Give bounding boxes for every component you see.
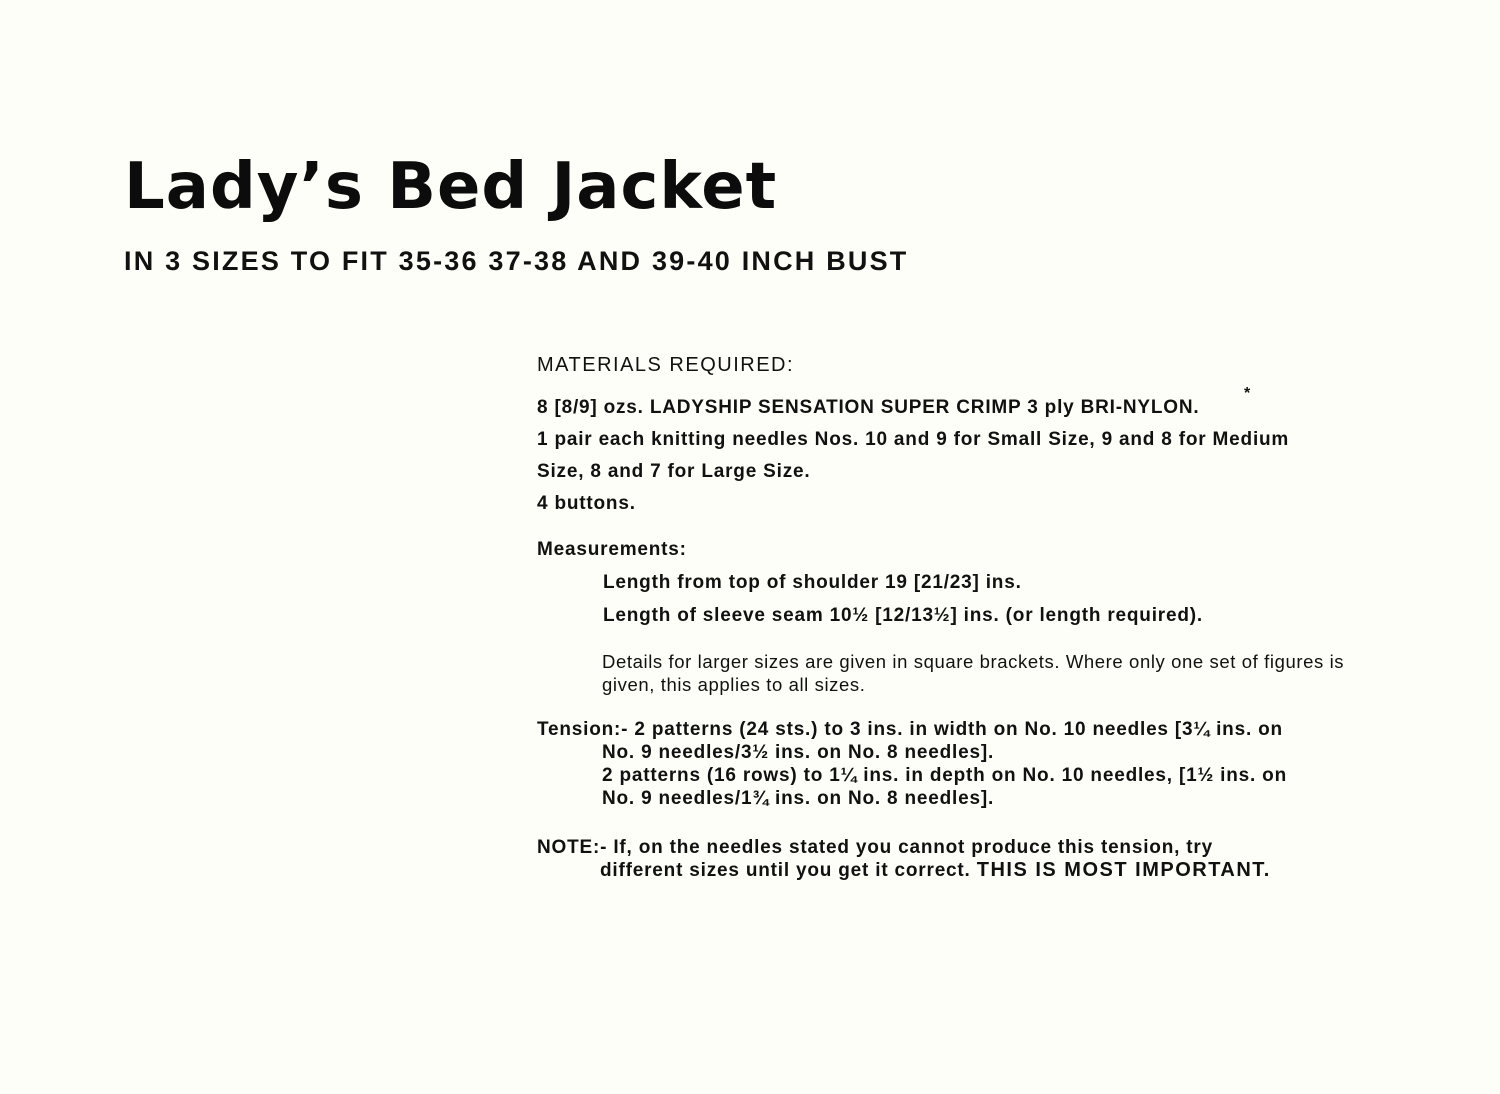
- page-title: Lady’s Bed Jacket: [124, 150, 778, 224]
- measurement-sleeve: Length of sleeve seam 10½ [12/13½] ins. (or length required).: [603, 605, 1203, 626]
- materials-needles-cont: Size, 8 and 7 for Large Size.: [537, 461, 811, 482]
- materials-needles: 1 pair each knitting needles Nos. 10 and 9 for Small Size, 9 and 8 for Medium: [537, 429, 1290, 450]
- trademark-asterisk: *: [1244, 385, 1251, 402]
- tension-line-3: 2 patterns (16 rows) to 1¼ ins. in depth on No. 10 needles, [1½ ins. on: [602, 765, 1287, 786]
- tension-line-1: 2 patterns (24 sts.) to 3 ins. in width on No. 10 needles [3¼ ins. on: [634, 719, 1283, 740]
- note-emphasis: THIS IS MOST IMPORTANT.: [976, 859, 1271, 881]
- size-subtitle: IN 3 SIZES TO FIT 35-36 37-38 AND 39-40 INCH BUST: [124, 246, 909, 276]
- note-label: NOTE:-: [537, 837, 608, 858]
- size-details-note: Details for larger sizes are given in square brackets. Where only one set of figures is given, this applies to all sizes.: [602, 651, 1345, 695]
- materials-yarn: 8 [8/9] ozs. LADYSHIP SENSATION SUPER CRIMP 3 ply BRI-NYLON.: [537, 397, 1200, 418]
- measurement-length: Length from top of shoulder 19 [21/23] ins.: [603, 572, 1022, 593]
- tension-line-4: No. 9 needles/1¾ ins. on No. 8 needles].: [602, 788, 995, 809]
- materials-heading: MATERIALS REQUIRED:: [537, 354, 795, 376]
- measurements-heading: Measurements:: [537, 539, 687, 560]
- note-line-2: different sizes until you get it correct.: [600, 860, 971, 881]
- tension-section: [537, 718, 1387, 810]
- materials-buttons: 4 buttons.: [537, 493, 636, 514]
- note-line-2-wrap: [537, 859, 1387, 882]
- note-section: [537, 836, 1387, 882]
- note-line-1: If, on the needles stated you cannot produce this tension, try: [613, 837, 1213, 858]
- tension-line-2: No. 9 needles/3½ ins. on No. 8 needles].: [602, 742, 995, 763]
- tension-label: Tension:-: [537, 719, 629, 740]
